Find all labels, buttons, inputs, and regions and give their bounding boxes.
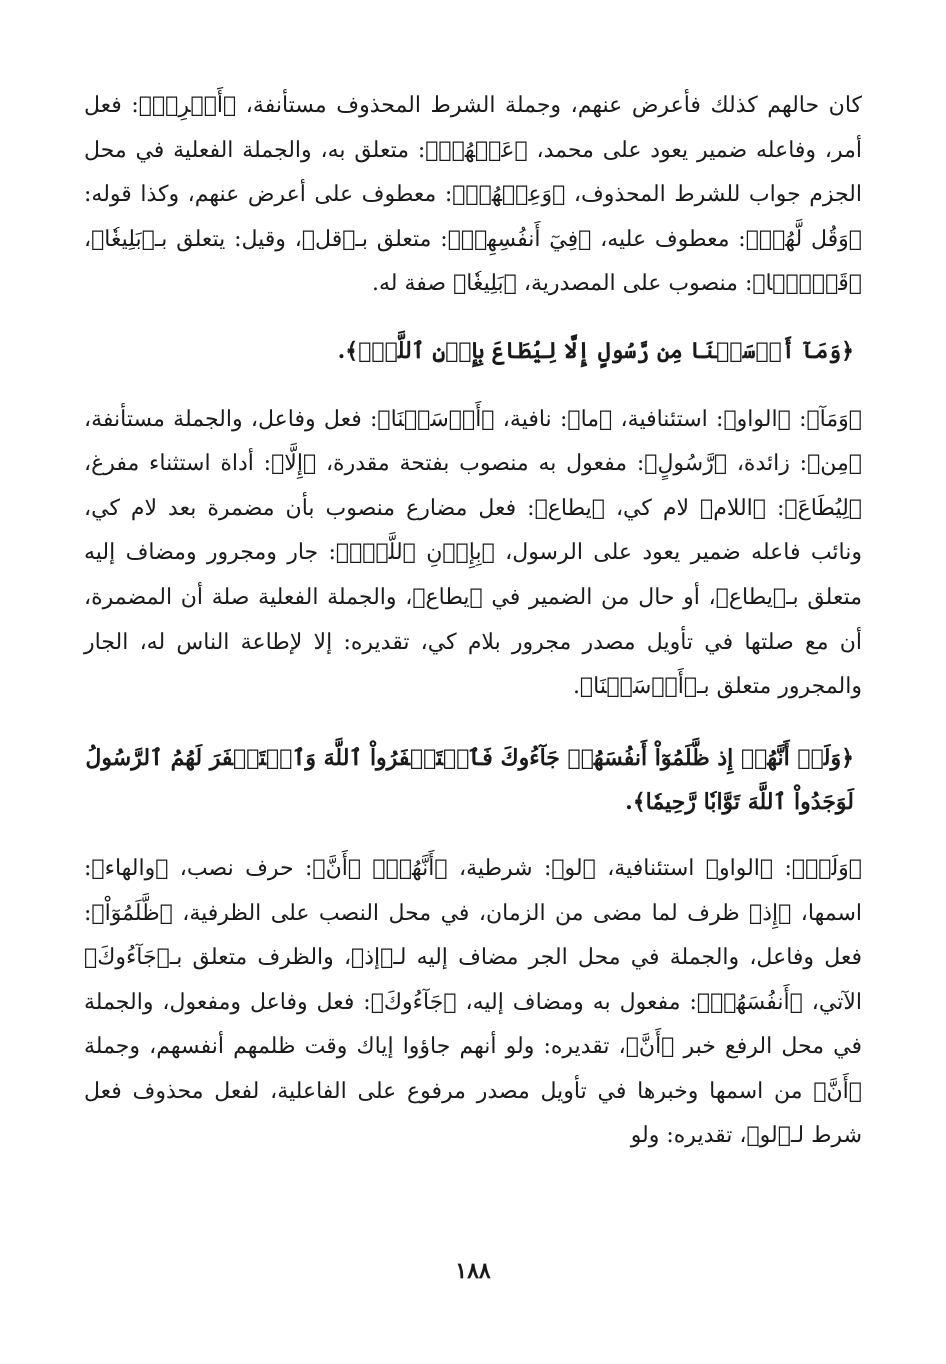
paragraph-irab-2: ﴿وَلَوۡ﴾: ﴿الواو﴾ استئنافية، ﴿لو﴾: شرطية، ﴿أَنَّهُمۡ﴾ ﴿أَنَّ﴾: حرف نصب، ﴿والهاء﴾: اسمها، ﴿إِذ﴾ ظرف لما مضى من الزمان، في محل النصب على الظرفية، ﴿ظَّلَمُوٓاْ﴾: فعل وفاعل، والجملة في محل الجر مضاف إليه لـ﴿إذ﴾، والظرف متعلق بـ﴿جَآءُوكَ﴾ الآتي، ﴿أَنفُسَهُمۡ﴾: مفعول به ومضاف إليه، ﴿جَآءُوكَ﴾: فعل وفاعل ومفعول، والجملة في محل الرفع خبر ﴿أَنَّ﴾، تقديره: ولو أنهم جاؤوا إياك وقت ظلمهم أنفسهم، وجملة ﴿أَنَّ﴾ من اسمها وخبرها في تأويل مصدر مرفوع على الفاعلية، لفعل محذوف فعل شرط لـ﴿لو﴾، تقديره: ولو: [84, 855, 862, 1149]
quran-verse-1: ﴿وَمَآ أَرۡسَلۡنَا مِن رَّسُولٍ إِلَّا لِيُطَاعَ بِإِذۡنِ ٱللَّهِۚ﴾.: [337, 337, 854, 364]
page-number: ١٨٨: [455, 1258, 491, 1284]
quran-verse-2: ﴿وَلَوۡ أَنَّهُمۡ إِذ ظَّلَمُوٓاْ أَنفُسَهُمۡ جَآءُوكَ فَٱسۡتَغۡفَرُواْ ٱللَّهَ وَٱسۡتَغۡفَرَ لَهُمُ ٱلرَّسُولُ لَوَجَدُواْ ٱللَّهَ تَوَّابٗا رَّحِيمٗا﴾.: [85, 744, 854, 816]
paragraph-irab-1: ﴿وَمَآ﴾: ﴿الواو﴾: استئنافية، ﴿ما﴾: نافية، ﴿أَرۡسَلۡنَا﴾: فعل وفاعل، والجملة مستأنفة، ﴿مِن﴾: زائدة، ﴿رَّسُولٍ﴾: مفعول به منصوب بفتحة مقدرة، ﴿إِلَّا﴾: أداة استثناء مفرغ، ﴿لِيُطَاعَ﴾: ﴿اللام﴾ لام كي، ﴿يطاع﴾: فعل مضارع منصوب بأن مضمرة بعد لام كي، ونائب فاعله ضمير يعود على الرسول، ﴿بِإِذۡنِ ٱللَّهِۚ﴾: جار ومجرور ومضاف إليه متعلق بـ﴿يطاع﴾، أو حال من الضمير في ﴿يطاع﴾، والجملة الفعلية صلة أن المضمرة، أن مع صلتها في تأويل مصدر مجرور بلام كي، تقديره: إلا لإطاعة الناس له، الجار والمجرور متعلق بـ﴿أَرۡسَلۡنَا﴾.: [84, 406, 863, 700]
paragraph-tafsir-1: كان حالهم كذلك فأعرض عنهم، وجملة الشرط المحذوف مستأنفة، ﴿أَعۡرِضۡ﴾: فعل أمر، وفاعله ضمير يعود على محمد، ﴿عَنۡهُمۡ﴾: متعلق به، والجملة الفعلية في محل الجزم جواب للشرط المحذوف، ﴿وَعِظۡهُمۡ﴾: معطوف على أعرض عنهم، وكذا قوله: ﴿وَقُل لَّهُمۡ﴾: معطوف عليه، ﴿فِيٓ أَنفُسِهِمۡ﴾: متعلق بـ﴿قل﴾، وقيل: يتعلق بـ﴿بَلِيغٗا﴾، ﴿قَوۡلَۢا﴾: منصوب على المصدرية، ﴿بَلِيغٗا﴾ صفة له.: [84, 93, 862, 297]
